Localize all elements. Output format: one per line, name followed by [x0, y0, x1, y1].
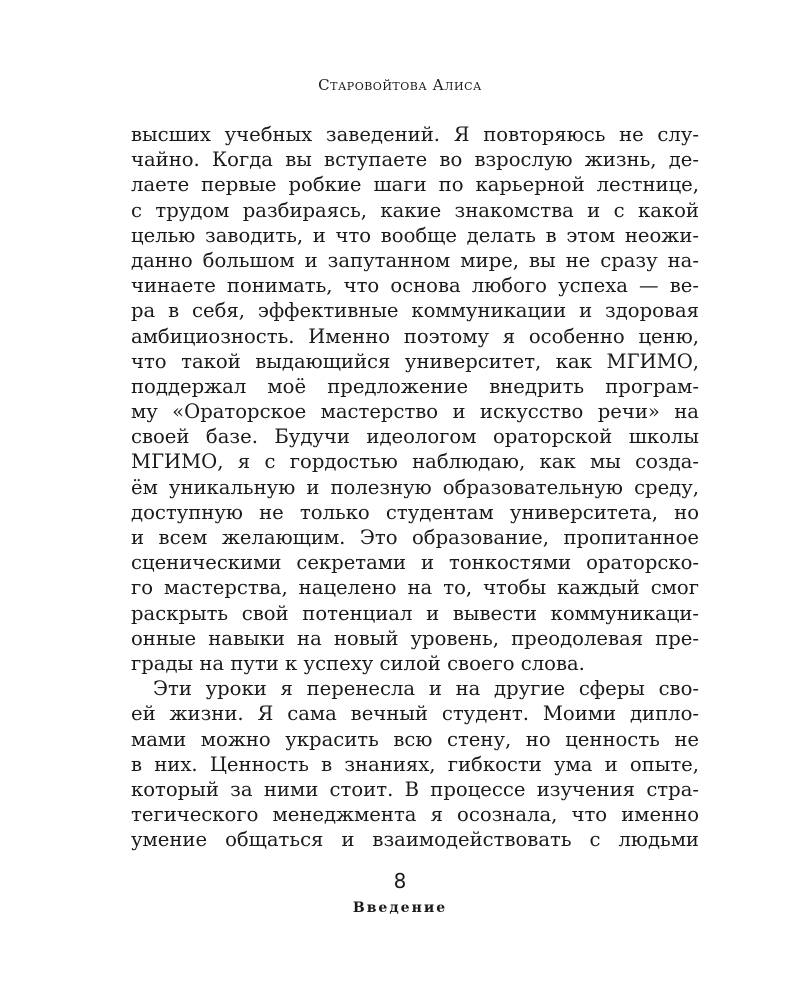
text-line: доступную не только студентам университета, но — [131, 500, 699, 524]
text-line: что такой выдающийся университет, как МГИМО, — [131, 349, 699, 373]
text-line: и всем желающим. Это образование, пропитанное — [131, 526, 699, 549]
text-line: раскрыть свой потенциал и вывести коммуникаци- — [131, 601, 699, 625]
text-line: сценическими секретами и тонкостями ораторско- — [131, 551, 699, 575]
text-line: ём уникальную и полезную образовательную среду, — [131, 475, 699, 499]
text-line: своей базе. Будучи идеологом ораторской школы — [131, 425, 699, 449]
text-line: мами можно украсить всю стену, но ценность не — [131, 727, 699, 751]
page-number: 8 — [393, 869, 407, 893]
text-line: му «Ораторское мастерство и искусство речи» на — [131, 400, 699, 424]
text-line: ра в себя, эффективные коммуникации и здоровая — [131, 299, 699, 323]
text-line: амбициозность. Именно поэтому я особенно ценю, — [131, 324, 699, 348]
text-line: целью заводить, и что вообще делать в этом неожи- — [131, 223, 699, 247]
text-line: чинаете понимать, что основа любого успеха — ве- — [131, 274, 699, 298]
text-line: тегического менеджмента я осознала, что именно — [131, 803, 699, 827]
text-line: Эти уроки я перенесла и на другие сферы сво- — [153, 677, 699, 701]
text-line: ей жизни. Я сама вечный студент. Моими дипло- — [131, 702, 699, 726]
text-line: МГИМО, я с гордостью наблюдаю, как мы созда- — [131, 450, 699, 474]
text-line: чайно. Когда вы вступаете во взрослую жизнь, де- — [131, 148, 699, 172]
body-text — [131, 122, 699, 852]
text-line: в них. Ценность в знаниях, гибкости ума и опыте, — [131, 752, 699, 776]
text-line: который за ними стоит. В процессе изучения стра- — [131, 777, 699, 801]
text-line: данно большом и запутанном мире, вы не сразу на- — [131, 248, 699, 272]
text-line: поддержал моё предложение внедрить програм- — [131, 374, 699, 398]
text-line: го мастерства, нацелено на то, чтобы каждый смог — [131, 576, 699, 600]
text-line: высших учебных заведений. Я повторяюсь не слу- — [131, 123, 699, 146]
running-header: Старовойтова Алиса — [318, 76, 482, 94]
text-line: с трудом разбираясь, какие знакомства и с какой — [131, 198, 699, 222]
text-line: лаете первые робкие шаги по карьерной лестнице, — [131, 173, 699, 197]
text-line: грады на пути к успеху силой своего слова. — [131, 651, 585, 675]
text-line: умение общаться и взаимодействовать с людьми — [131, 828, 699, 852]
section-footer: Введение — [352, 900, 448, 916]
text-line: онные навыки на новый уровень, преодолевая пре- — [131, 626, 699, 650]
